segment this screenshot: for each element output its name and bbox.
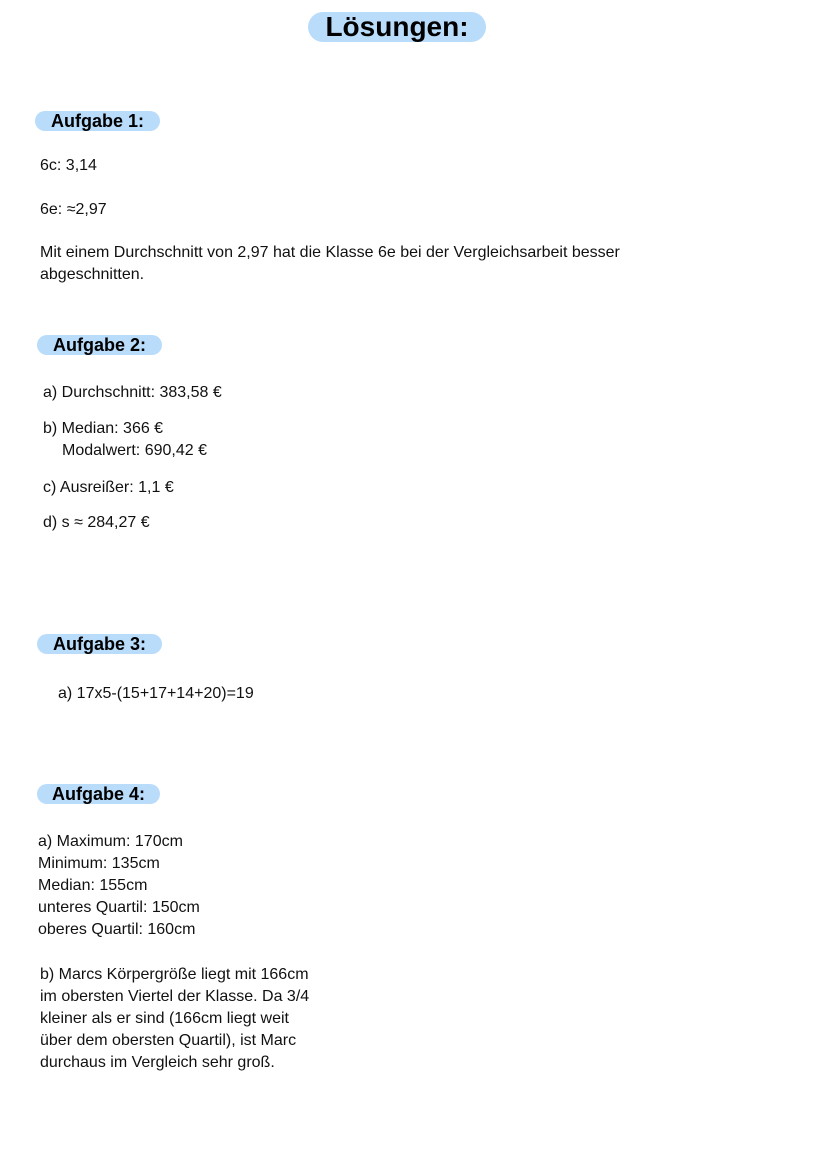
- aufgabe-3-heading: Aufgabe 3:: [37, 634, 162, 654]
- aufgabe-1-explanation-line-1: Mit einem Durchschnitt von 2,97 hat die Klasse 6e bei der Vergleichsarbeit besser: [40, 244, 620, 261]
- aufgabe-4-unteres-quartil: unteres Quartil: 150cm: [38, 899, 200, 916]
- aufgabe-1-result-6e: 6e: ≈2,97: [40, 201, 107, 218]
- aufgabe-4-b-line-3: kleiner als er sind (166cm liegt weit: [40, 1010, 289, 1027]
- aufgabe-4-b-line-2: im obersten Viertel der Klasse. Da 3/4: [40, 988, 310, 1005]
- aufgabe-4-minimum: Minimum: 135cm: [38, 855, 160, 872]
- aufgabe-4-b-line-5: durchaus im Vergleich sehr groß.: [40, 1054, 275, 1071]
- aufgabe-2-heading: Aufgabe 2:: [37, 335, 162, 355]
- aufgabe-4-median: Median: 155cm: [38, 877, 148, 894]
- aufgabe-4-oberes-quartil: oberes Quartil: 160cm: [38, 921, 196, 938]
- aufgabe-2-answer-a: a) Durchschnitt: 383,58 €: [43, 384, 222, 401]
- aufgabe-4-maximum: a) Maximum: 170cm: [38, 833, 183, 850]
- page-title: Lösungen:: [308, 12, 486, 42]
- aufgabe-4-b-line-4: über dem obersten Quartil), ist Marc: [40, 1032, 297, 1049]
- aufgabe-3-answer-a: a) 17x5-(15+17+14+20)=19: [58, 685, 254, 702]
- aufgabe-4-b-line-1: b) Marcs Körpergröße liegt mit 166cm: [40, 966, 309, 983]
- aufgabe-2-answer-d: d) s ≈ 284,27 €: [43, 514, 150, 531]
- aufgabe-2-answer-b-modalwert: Modalwert: 690,42 €: [62, 442, 207, 459]
- aufgabe-2-answer-c: c) Ausreißer: 1,1 €: [43, 479, 174, 496]
- aufgabe-4-heading: Aufgabe 4:: [37, 784, 160, 804]
- aufgabe-1-heading: Aufgabe 1:: [35, 111, 160, 131]
- aufgabe-2-answer-b-median: b) Median: 366 €: [43, 420, 164, 437]
- aufgabe-1-result-6c: 6c: 3,14: [40, 157, 97, 174]
- aufgabe-1-explanation-line-2: abgeschnitten.: [40, 266, 145, 283]
